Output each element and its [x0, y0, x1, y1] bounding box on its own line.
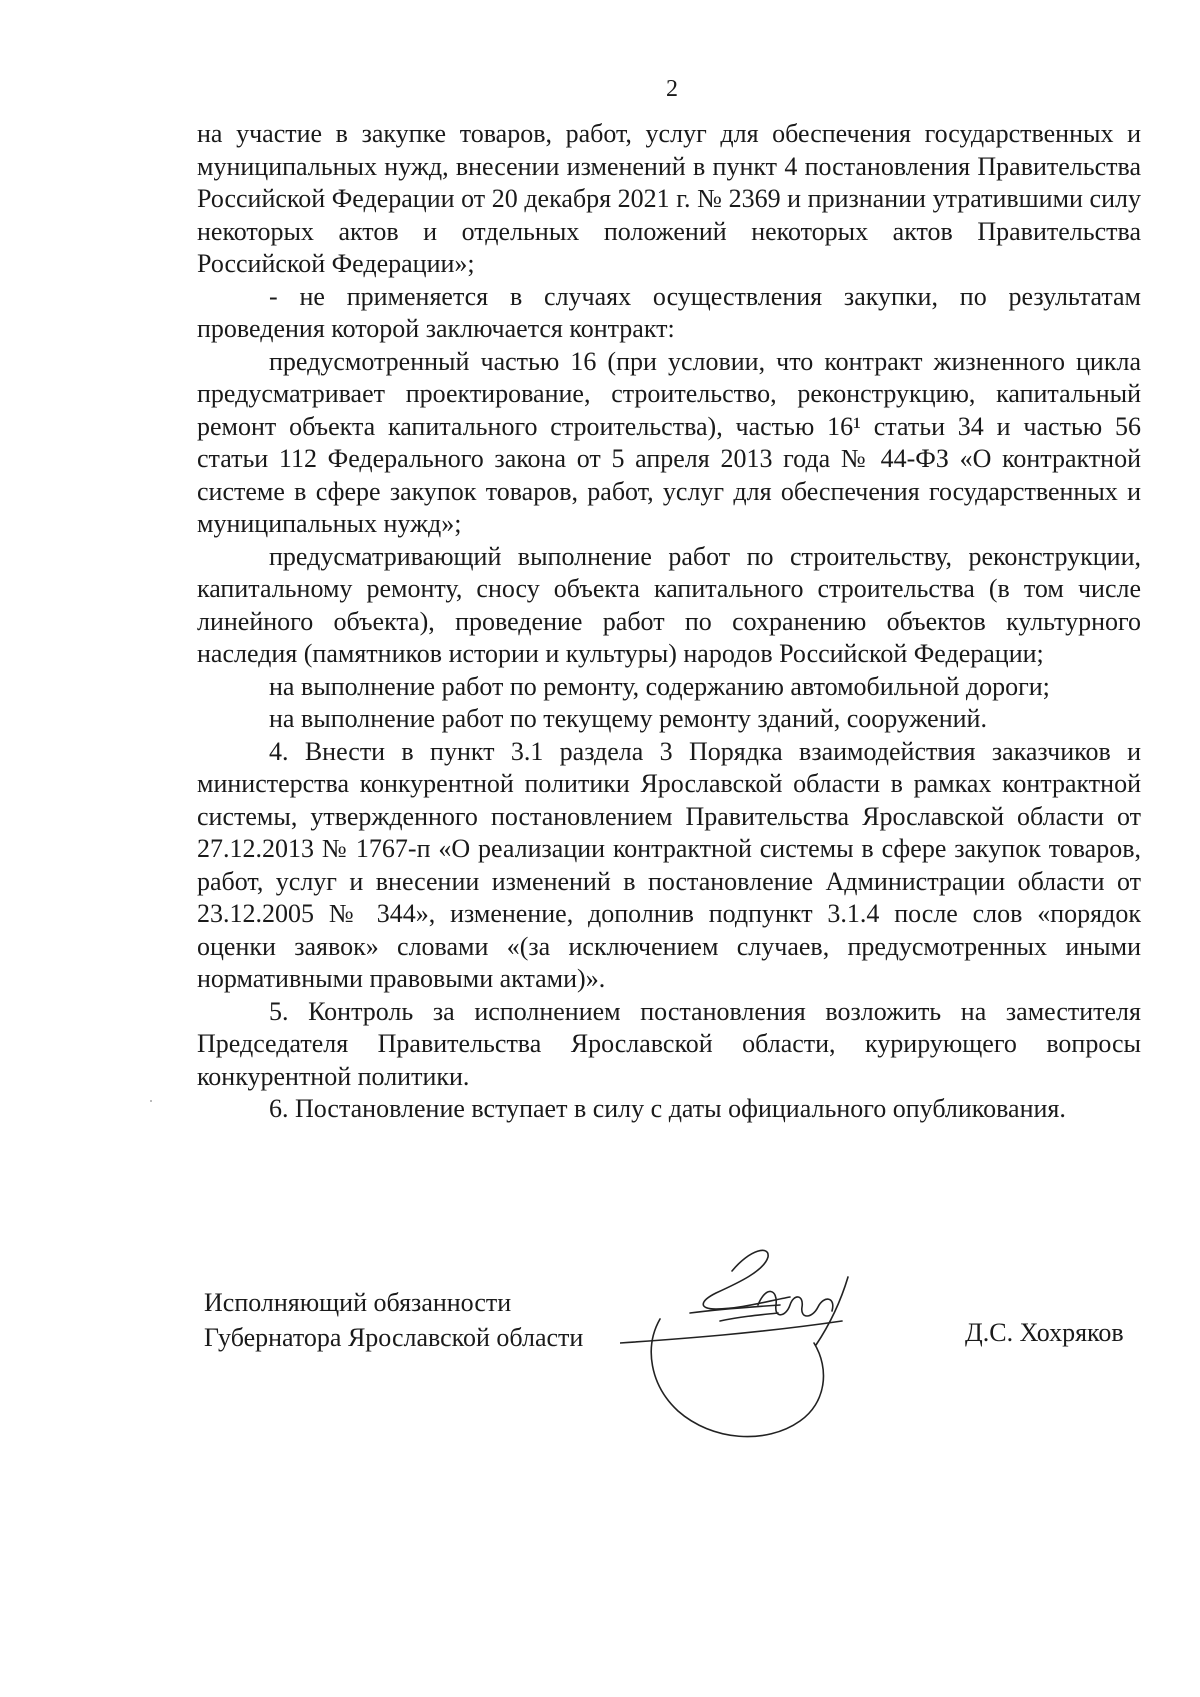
scan-artifact: [150, 1100, 152, 1102]
paragraph-contract-part-16: предусмотренный частью 16 (при условии, что контракт жизненного цикла предусматривает проектирование, строительство, реконструкцию, капитальный ремонт объекта капитального строительства), частью 16¹ статьи 34 и частью 56 статьи 112 Федерального закона от 5 апреля 2013 года № 44-ФЗ «О контрактной системе в сфере закупок товаров, работ, услуг для обеспечения государственных и муниципальных нужд»;: [197, 346, 1141, 538]
handwritten-signature: [620, 1235, 940, 1465]
position-line-1: Исполняющий обязанности: [204, 1288, 512, 1317]
paragraph-road-repair: на выполнение работ по ремонту, содержанию автомобильной дороги;: [269, 671, 1050, 701]
paragraph-building-repair: на выполнение работ по текущему ремонту зданий, сооружений.: [269, 704, 987, 733]
paragraph-construction-works: предусматривающий выполнение работ по строительству, реконструкции, капитальному ремонту, сносу объекта капитального строительства (в том числе линейного объекта), проведение работ по сохранению объектов культурного наследия (памятников истории и культуры) народов Российской Федерации;: [197, 541, 1141, 668]
paragraph-item-4: 4. Внести в пункт 3.1 раздела 3 Порядка взаимодействия заказчиков и министерства конкурентной политики Ярославской области в рамках контрактной системы, утвержденного постановлением Правительства Ярославской области от 27.12.2013 № 1767-п «О реализации контрактной системы в сфере закупок товаров, работ, услуг и внесении изменений в постановление Администрации области от 23.12.2005 № 344», изменение, дополнив подпункт 3.1.4 после слов «порядок оценки заявок» словами «(за исключением случаев, предусмотренных иными нормативными правовыми актами)».: [197, 736, 1141, 993]
paragraph-item-6: 6. Постановление вступает в силу с даты официального опубликования.: [269, 1094, 1066, 1123]
page-number: 2: [666, 76, 678, 102]
paragraph-not-applied: - не применяется в случаях осуществления закупки, по результатам проведения которой заключается контракт:: [197, 281, 1141, 343]
document-body: [197, 118, 1141, 1126]
position-line-2: Губернатора Ярославской области: [204, 1323, 584, 1352]
paragraph-continuation: на участие в закупке товаров, работ, услуг для обеспечения государственных и муниципальных нужд, внесении изменений в пункт 4 постановления Правительства Российской Федерации от 20 декабря 2021 г. № 2369 и признании утратившими силу некоторых актов и отдельных положений некоторых актов Правительства Российской Федерации»;: [197, 119, 1141, 278]
signer-name: Д.С. Хохряков: [965, 1318, 1124, 1347]
paragraph-item-5: 5. Контроль за исполнением постановления возложить на заместителя Председателя Правительства Ярославской области, курирующего вопросы конкурентной политики.: [197, 996, 1141, 1091]
